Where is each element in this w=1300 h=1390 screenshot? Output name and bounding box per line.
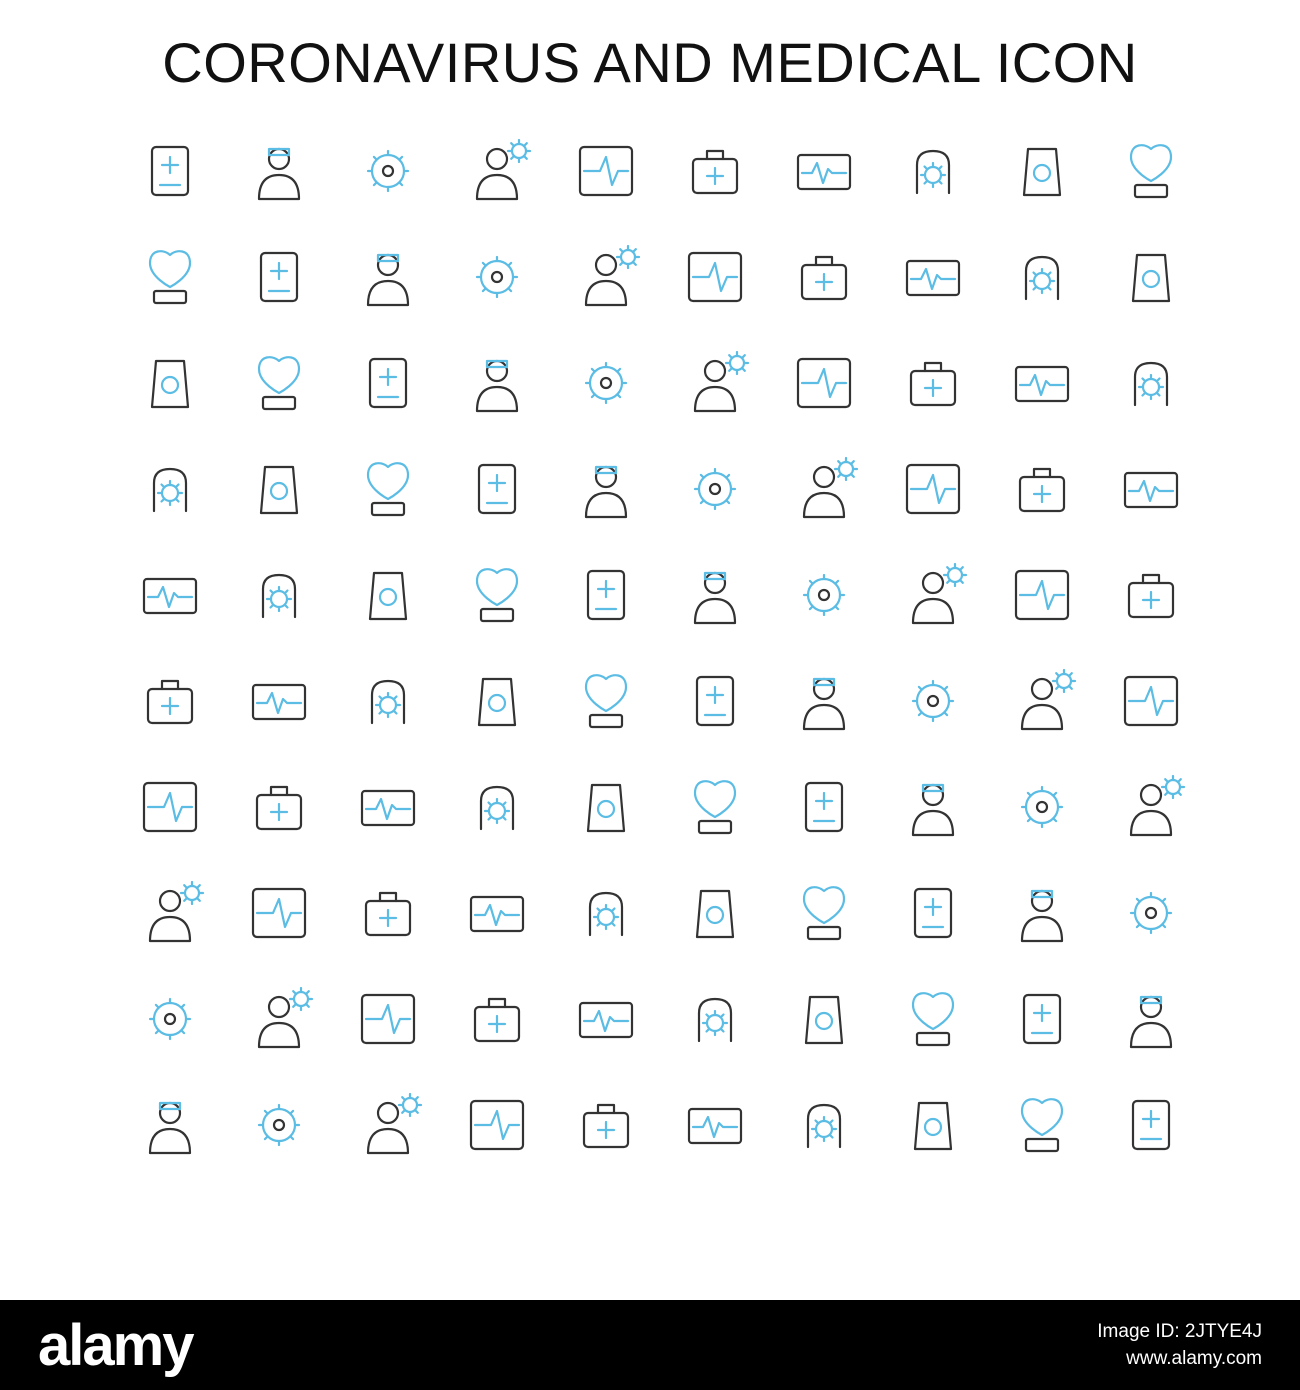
icon-cell (115, 860, 224, 966)
icon-cell (551, 648, 660, 754)
icon-cell (987, 1072, 1096, 1178)
xray-skeleton-icon (1006, 241, 1078, 313)
pill-blister-icon (570, 665, 642, 737)
icon-cell (1096, 224, 1205, 330)
person-pills-icon (1006, 453, 1078, 525)
icon-cell (769, 436, 878, 542)
no-handshake-icon (1115, 771, 1187, 843)
icon-cell (769, 754, 878, 860)
icon-cell (1096, 542, 1205, 648)
person-thermometer-icon (1115, 347, 1187, 419)
nurse-icon (897, 135, 969, 207)
icon-cell (442, 330, 551, 436)
coughing-man-icon (679, 1089, 751, 1161)
pregnancy-checkup-icon (897, 241, 969, 313)
icon-cell (769, 966, 878, 1072)
icon-cell (442, 754, 551, 860)
icon-cell (660, 118, 769, 224)
icon-cell (442, 860, 551, 966)
wearing-mask-icon (134, 1089, 206, 1161)
icon-cell (769, 224, 878, 330)
icon-cell (1096, 436, 1205, 542)
soap-icon (570, 771, 642, 843)
icon-grid (115, 118, 1205, 1178)
ambulance-icon (134, 453, 206, 525)
joint-pain-icon (243, 665, 315, 737)
icon-cell (551, 1072, 660, 1178)
virus-person-icon (679, 665, 751, 737)
liver-icon (1115, 559, 1187, 631)
tongue-icon (243, 559, 315, 631)
icon-cell (551, 754, 660, 860)
hospital-bed-icon (679, 241, 751, 313)
icon-cell (551, 966, 660, 1072)
video-call-icon (679, 877, 751, 949)
stay-home-icon (897, 877, 969, 949)
blood-pressure-monitor-icon (352, 135, 424, 207)
icon-cell (333, 330, 442, 436)
icon-cell (878, 542, 987, 648)
icon-cell (878, 754, 987, 860)
icon-cell (987, 966, 1096, 1072)
person-virus-chart-icon (461, 1089, 533, 1161)
icon-cell (660, 860, 769, 966)
icon-cell (442, 224, 551, 330)
icon-cell (224, 224, 333, 330)
caduceus-icon (243, 453, 315, 525)
female-nurse-icon (788, 347, 860, 419)
sick-child-icon (897, 983, 969, 1055)
icon-cell (878, 224, 987, 330)
icon-cell (878, 330, 987, 436)
icon-cell (442, 436, 551, 542)
laptop-lips-icon (570, 241, 642, 313)
airplane-cancelled-icon (788, 771, 860, 843)
icon-cell (551, 118, 660, 224)
icon-cell (442, 542, 551, 648)
icon-cell (442, 966, 551, 1072)
icon-cell (224, 860, 333, 966)
icon-cell (442, 118, 551, 224)
bed-ward-icon (1115, 1089, 1187, 1161)
medicine-pills-icon (788, 983, 860, 1055)
hands-virus-icon (1115, 877, 1187, 949)
icon-cell (987, 436, 1096, 542)
icon-cell (769, 330, 878, 436)
icon-cell (442, 648, 551, 754)
hospital-building-icon (570, 135, 642, 207)
icon-cell (769, 118, 878, 224)
footer-info (1097, 1318, 1262, 1372)
laboratory-microscope-icon (243, 135, 315, 207)
icon-cell (878, 1072, 987, 1178)
ear-examination-icon (134, 347, 206, 419)
person-allergy-icon (1115, 453, 1187, 525)
first-aid-bag-icon (243, 347, 315, 419)
face-shield-icon (461, 771, 533, 843)
stomach-icon (352, 559, 424, 631)
glove-sanitizer-icon (897, 771, 969, 843)
icon-cell (224, 966, 333, 1072)
icon-cell (115, 224, 224, 330)
icon-cell (333, 118, 442, 224)
icon-cell (115, 754, 224, 860)
blood-bag-icon (679, 453, 751, 525)
pharmacy-shelf-icon (352, 453, 424, 525)
dirty-hands-icon (1006, 877, 1078, 949)
icon-cell (660, 754, 769, 860)
medicine-vial-icon (679, 347, 751, 419)
icon-cell (878, 966, 987, 1072)
icon-cell (660, 330, 769, 436)
no-touch-face-icon (679, 983, 751, 1055)
icon-cell (224, 1072, 333, 1178)
icon-cell (333, 860, 442, 966)
icon-cell (333, 1072, 442, 1178)
temperature-check-icon (134, 877, 206, 949)
raised-fist-icon (461, 347, 533, 419)
virus-spread-icon (1006, 665, 1078, 737)
icon-cell (224, 648, 333, 754)
medicine-bottles-virus-icon (679, 135, 751, 207)
icon-cell (1096, 330, 1205, 436)
online-doctor-icon (570, 877, 642, 949)
eye-tear-icon (134, 559, 206, 631)
lungs-virus-icon (134, 665, 206, 737)
headache-icon (679, 771, 751, 843)
icon-cell (660, 224, 769, 330)
icon-cell (1096, 1072, 1205, 1178)
coughing-woman-icon (1115, 983, 1187, 1055)
icon-cell (1096, 118, 1205, 224)
respirator-mask-icon (1006, 983, 1078, 1055)
handshake-icon (897, 1089, 969, 1161)
patient-monitor-icon (1006, 347, 1078, 419)
page-title: CORONAVIRUS AND MEDICAL ICON (162, 31, 1138, 94)
coughing-person-icon (352, 665, 424, 737)
nose-spray-icon (788, 559, 860, 631)
heart-monitor-screen-icon (788, 453, 860, 525)
icon-cell (224, 118, 333, 224)
person-virus-icon (134, 771, 206, 843)
doctor-consultation-icon (897, 453, 969, 525)
stethoscope-icon (461, 241, 533, 313)
disinfectant-spray-icon (461, 983, 533, 1055)
icon-cell (224, 436, 333, 542)
icon-cell (878, 860, 987, 966)
infected-person-icon (352, 877, 424, 949)
icon-cell (878, 436, 987, 542)
sneezing-person-icon (788, 665, 860, 737)
icon-cell (115, 436, 224, 542)
brain-gears-icon (1115, 241, 1187, 313)
footer-bar (0, 1300, 1300, 1390)
icon-cell (551, 436, 660, 542)
social-distancing-icon (1006, 771, 1078, 843)
icon-cell (551, 224, 660, 330)
thermometer-icon (134, 135, 206, 207)
quarantine-calendar-icon (243, 1089, 315, 1161)
fever-person-icon (788, 1089, 860, 1161)
icon-cell (115, 118, 224, 224)
warning-monitor-icon (461, 877, 533, 949)
icon-cell (878, 118, 987, 224)
handshake-virus-icon (1006, 559, 1078, 631)
washing-hands-icon (352, 771, 424, 843)
abdominal-pain-icon (461, 559, 533, 631)
icon-cell (551, 542, 660, 648)
spine-injection-icon (134, 241, 206, 313)
medical-book-icon (461, 135, 533, 207)
icon-cell (333, 966, 442, 1072)
virus-lab-icon (461, 453, 533, 525)
icon-cell (333, 436, 442, 542)
sick-person-icon (570, 559, 642, 631)
icon-cell (660, 966, 769, 1072)
dna-person-icon (897, 347, 969, 419)
icon-cell (660, 648, 769, 754)
icon-cell (1096, 754, 1205, 860)
icon-cell (987, 224, 1096, 330)
icon-cell (442, 1072, 551, 1178)
icon-cell (769, 860, 878, 966)
icon-cell (115, 966, 224, 1072)
lungs-person-icon (679, 559, 751, 631)
icon-cell (333, 224, 442, 330)
person-thermometer-icon (243, 877, 315, 949)
icon-cell (333, 542, 442, 648)
medical-report-icon (1115, 135, 1187, 207)
mobile-medicine-icon (1006, 1089, 1078, 1161)
site-url-text[interactable]: www.alamy.com (1126, 1348, 1262, 1369)
sanitizer-icon (243, 771, 315, 843)
icon-cell (1096, 966, 1205, 1072)
icon-cell (115, 1072, 224, 1178)
doctor-patient-icon (788, 135, 860, 207)
icon-cell (333, 648, 442, 754)
smartwatch-heart-icon (243, 241, 315, 313)
coronavirus-cell-icon (570, 1089, 642, 1161)
icon-cell (333, 754, 442, 860)
clinic-building-icon (352, 241, 424, 313)
icon-cell (551, 330, 660, 436)
icon-cell (987, 860, 1096, 966)
icon-cell (660, 542, 769, 648)
coughing-person-icon (1115, 665, 1187, 737)
infected-lungs-icon (897, 559, 969, 631)
wet-wipes-icon (243, 983, 315, 1055)
hand-virus-icon (897, 665, 969, 737)
icon-cell (769, 648, 878, 754)
icon-cell (660, 436, 769, 542)
first-aid-kit-icon (570, 453, 642, 525)
icon-cell (115, 542, 224, 648)
icon-cell (660, 1072, 769, 1178)
icon-cell (878, 648, 987, 754)
icon-cell (224, 330, 333, 436)
icon-cell (987, 118, 1096, 224)
icon-cell (224, 754, 333, 860)
female-doctor-icon (1006, 135, 1078, 207)
icon-cell (1096, 648, 1205, 754)
icon-cell (769, 1072, 878, 1178)
icon-cell (987, 754, 1096, 860)
doctor-magnifier-icon (788, 241, 860, 313)
syringe-pills-icon (570, 347, 642, 419)
spray-bottle-icon (134, 983, 206, 1055)
icon-cell (1096, 860, 1205, 966)
icon-cell (987, 330, 1096, 436)
icon-cell (987, 648, 1096, 754)
sore-throat-icon (461, 665, 533, 737)
bus-cancelled-icon (788, 877, 860, 949)
icon-cell (115, 648, 224, 754)
icon-cell (987, 542, 1096, 648)
sneezing-elbow-icon (570, 983, 642, 1055)
masked-person-icon (352, 983, 424, 1055)
icon-cell (224, 542, 333, 648)
icon-cell (551, 860, 660, 966)
lungs-icon (352, 1089, 424, 1161)
icon-cell (115, 330, 224, 436)
doctor-stethoscope-icon (352, 347, 424, 419)
icon-cell (769, 542, 878, 648)
image-id-text: Image ID: 2JTYE4J (1097, 1321, 1262, 1342)
alamy-logo[interactable]: alamy (38, 1312, 193, 1378)
